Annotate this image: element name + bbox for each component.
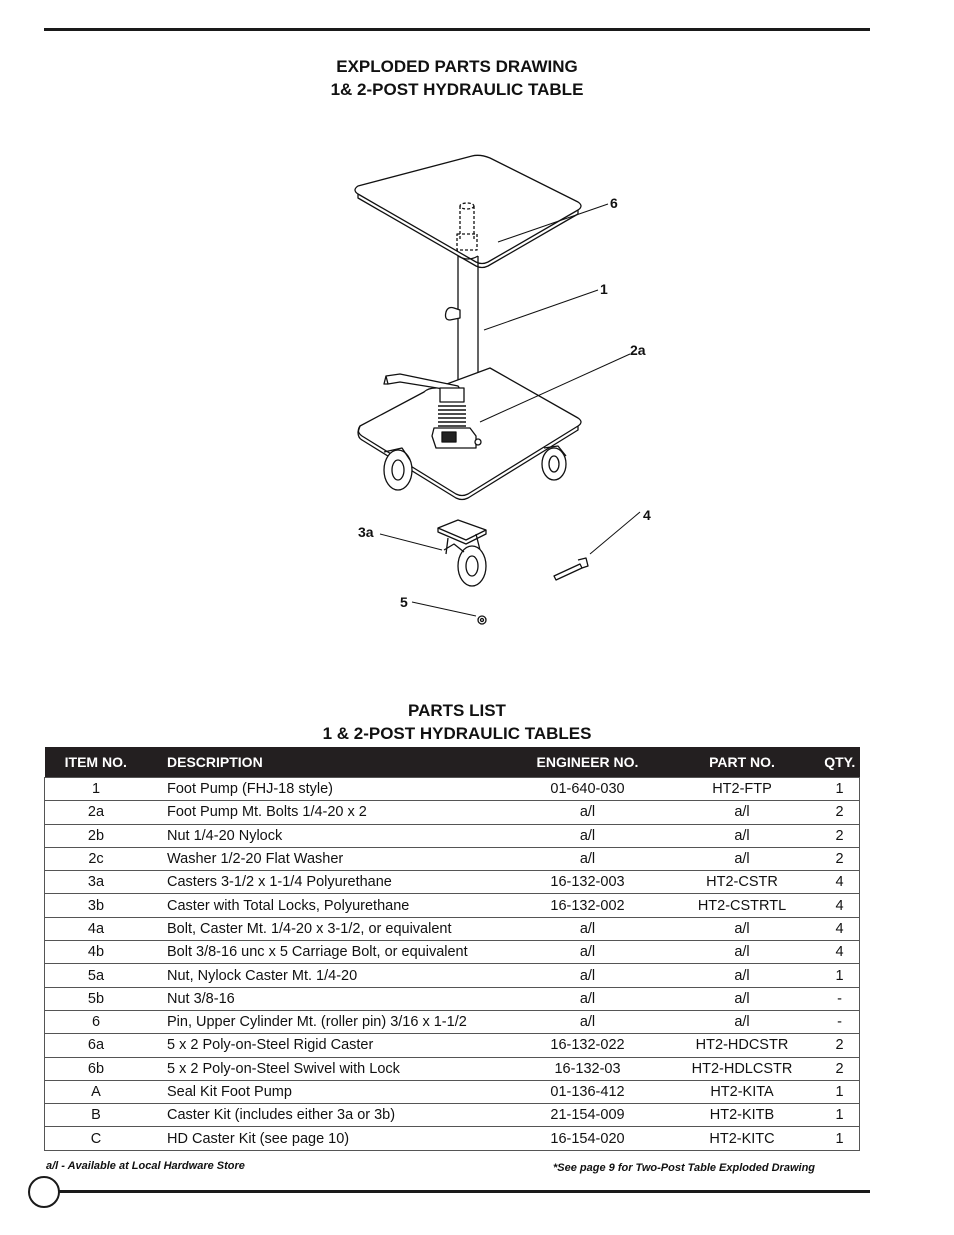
cell-description: 5 x 2 Poly-on-Steel Swivel with Lock	[147, 1057, 511, 1080]
table-row	[45, 871, 860, 894]
cell-engineer-no: a/l	[511, 941, 664, 964]
cell-engineer-no: a/l	[511, 801, 664, 824]
cell-part-no: HT2-HDCSTR	[664, 1034, 820, 1057]
cell-part-no: HT2-CSTR	[664, 871, 820, 894]
cell-item-no: 5b	[45, 987, 148, 1010]
header-engineer-no: ENGINEER NO.	[511, 747, 664, 778]
cell-description: HD Caster Kit (see page 10)	[147, 1127, 511, 1150]
cell-item-no: 6	[45, 1010, 148, 1033]
cell-description: Nut 3/8-16	[147, 987, 511, 1010]
table-row	[45, 1010, 860, 1033]
footnote-available-local: a/l - Available at Local Hardware Store	[46, 1160, 245, 1172]
cell-part-no: a/l	[664, 847, 820, 870]
cell-description: Caster Kit (includes either 3a or 3b)	[147, 1104, 511, 1127]
base-caster-right-shape	[542, 446, 566, 480]
table-row	[45, 987, 860, 1010]
parts-table	[44, 747, 860, 1151]
parts-list-title-line1: PARTS LIST	[408, 701, 506, 720]
drawing-title	[0, 55, 914, 101]
cell-description: Seal Kit Foot Pump	[147, 1080, 511, 1103]
cell-qty: 1	[820, 964, 860, 987]
cell-description: Casters 3-1/2 x 1-1/4 Polyurethane	[147, 871, 511, 894]
cell-part-no: a/l	[664, 941, 820, 964]
parts-list-title	[0, 699, 914, 745]
cell-engineer-no: a/l	[511, 964, 664, 987]
cell-description: 5 x 2 Poly-on-Steel Rigid Caster	[147, 1034, 511, 1057]
header-description: DESCRIPTION	[147, 747, 511, 778]
cell-qty: -	[820, 1010, 860, 1033]
cell-engineer-no: a/l	[511, 824, 664, 847]
cell-part-no: HT2-CSTRTL	[664, 894, 820, 917]
parts-list-title-line2: 1 & 2-POST HYDRAULIC TABLES	[322, 724, 592, 743]
cell-item-no: 2a	[45, 801, 148, 824]
drawing-title-line1: EXPLODED PARTS DRAWING	[336, 57, 578, 76]
table-row	[45, 917, 860, 940]
table-row	[45, 894, 860, 917]
callout-2a: 2a	[630, 342, 646, 358]
cell-engineer-no: 16-132-003	[511, 871, 664, 894]
cell-qty: 1	[820, 1080, 860, 1103]
header-qty: QTY.	[820, 747, 860, 778]
table-row	[45, 824, 860, 847]
top-rule	[44, 28, 870, 31]
cell-item-no: 6a	[45, 1034, 148, 1057]
table-row	[45, 964, 860, 987]
page-number-circle	[28, 1176, 60, 1208]
cell-item-no: 3a	[45, 871, 148, 894]
cell-part-no: HT2-KITA	[664, 1080, 820, 1103]
cell-qty: 4	[820, 941, 860, 964]
cell-engineer-no: 16-132-022	[511, 1034, 664, 1057]
cell-item-no: 5a	[45, 964, 148, 987]
nut-shape	[478, 616, 486, 624]
cell-description: Nut 1/4-20 Nylock	[147, 824, 511, 847]
bottom-rule	[58, 1190, 870, 1193]
cell-engineer-no: 16-132-002	[511, 894, 664, 917]
drawing-title-line2: 1& 2-POST HYDRAULIC TABLE	[330, 80, 584, 99]
cell-item-no: 1	[45, 778, 148, 801]
cell-item-no: 4b	[45, 941, 148, 964]
cell-qty: 4	[820, 894, 860, 917]
cell-qty: 4	[820, 871, 860, 894]
callout-4: 4	[643, 507, 651, 523]
cell-qty: 2	[820, 824, 860, 847]
cell-item-no: 2b	[45, 824, 148, 847]
footnote-see-page-9: *See page 9 for Two-Post Table Exploded Drawing	[553, 1162, 816, 1174]
cell-description: Washer 1/2-20 Flat Washer	[147, 847, 511, 870]
cell-part-no: HT2-FTP	[664, 778, 820, 801]
table-row	[45, 1080, 860, 1103]
cell-description: Caster with Total Locks, Polyurethane	[147, 894, 511, 917]
cell-item-no: A	[45, 1080, 148, 1103]
cell-item-no: B	[45, 1104, 148, 1127]
cell-item-no: 2c	[45, 847, 148, 870]
cell-qty: 1	[820, 1127, 860, 1150]
table-row	[45, 778, 860, 801]
callout-5: 5	[400, 594, 408, 610]
cell-part-no: a/l	[664, 917, 820, 940]
table-row	[45, 1034, 860, 1057]
cell-engineer-no: a/l	[511, 1010, 664, 1033]
cell-qty: 1	[820, 1104, 860, 1127]
cell-part-no: HT2-HDLCSTR	[664, 1057, 820, 1080]
callout-6: 6	[610, 195, 618, 211]
cell-description: Pin, Upper Cylinder Mt. (roller pin) 3/16 x 1-1/2	[147, 1010, 511, 1033]
callout-3a: 3a	[358, 524, 374, 540]
cell-qty: -	[820, 987, 860, 1010]
cell-engineer-no: 16-154-020	[511, 1127, 664, 1150]
cell-part-no: a/l	[664, 824, 820, 847]
cell-qty: 2	[820, 847, 860, 870]
table-row	[45, 1104, 860, 1127]
cell-part-no: HT2-KITB	[664, 1104, 820, 1127]
cell-description: Bolt, Caster Mt. 1/4-20 x 3-1/2, or equivalent	[147, 917, 511, 940]
table-row	[45, 1057, 860, 1080]
header-part-no: PART NO.	[664, 747, 820, 778]
cell-engineer-no: 01-136-412	[511, 1080, 664, 1103]
cell-engineer-no: 16-132-03	[511, 1057, 664, 1080]
cell-item-no: 6b	[45, 1057, 148, 1080]
cell-engineer-no: a/l	[511, 987, 664, 1010]
bolt-shape	[554, 558, 588, 580]
cell-engineer-no: a/l	[511, 847, 664, 870]
cell-engineer-no: a/l	[511, 917, 664, 940]
cell-qty: 1	[820, 778, 860, 801]
cell-part-no: a/l	[664, 964, 820, 987]
loose-caster-shape	[438, 520, 486, 586]
cell-description: Bolt 3/8-16 unc x 5 Carriage Bolt, or equivalent	[147, 941, 511, 964]
cell-engineer-no: 01-640-030	[511, 778, 664, 801]
callout-1: 1	[600, 281, 608, 297]
cell-description: Foot Pump Mt. Bolts 1/4-20 x 2	[147, 801, 511, 824]
cell-description: Nut, Nylock Caster Mt. 1/4-20	[147, 964, 511, 987]
header-item-no: ITEM NO.	[45, 747, 148, 778]
table-row	[45, 1127, 860, 1150]
cell-item-no: 3b	[45, 894, 148, 917]
table-row	[45, 941, 860, 964]
table-row	[45, 847, 860, 870]
cell-qty: 2	[820, 801, 860, 824]
parts-table-body	[45, 778, 860, 1151]
cell-item-no: C	[45, 1127, 148, 1150]
cell-item-no: 4a	[45, 917, 148, 940]
cell-description: Foot Pump (FHJ-18 style)	[147, 778, 511, 801]
cell-part-no: HT2-KITC	[664, 1127, 820, 1150]
parts-table-header	[45, 747, 860, 778]
cell-part-no: a/l	[664, 801, 820, 824]
cell-part-no: a/l	[664, 1010, 820, 1033]
cell-qty: 2	[820, 1057, 860, 1080]
cell-engineer-no: 21-154-009	[511, 1104, 664, 1127]
cell-qty: 2	[820, 1034, 860, 1057]
cell-qty: 4	[820, 917, 860, 940]
top-plate-shape	[355, 155, 581, 267]
cell-part-no: a/l	[664, 987, 820, 1010]
table-row	[45, 801, 860, 824]
